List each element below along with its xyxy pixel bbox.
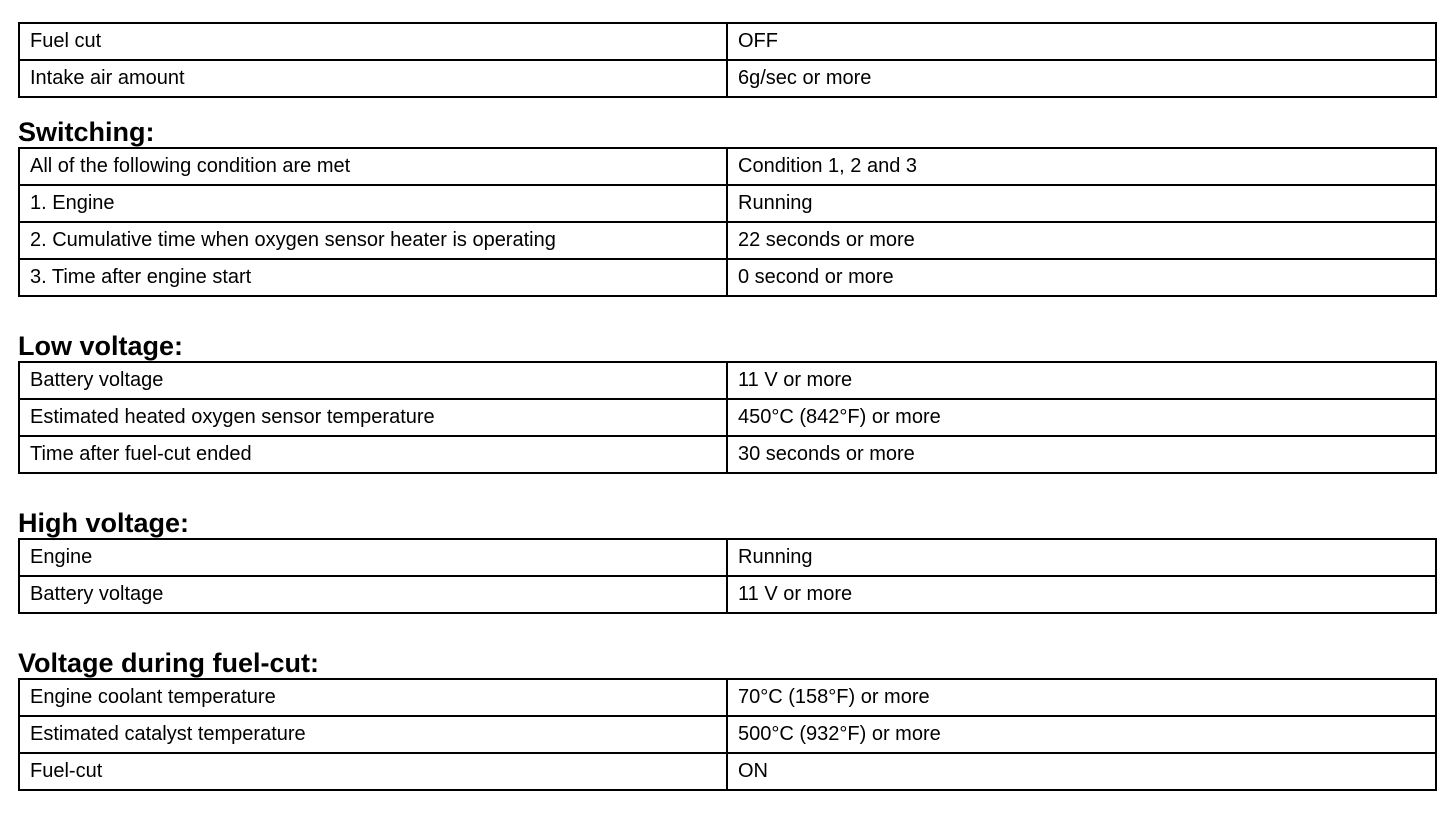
value-cell: Running [727,185,1436,222]
table-row [19,362,1436,399]
table-row [19,259,1436,296]
condition-cell: Battery voltage [19,362,727,399]
value-cell: 11 V or more [727,576,1436,613]
value-cell: 70°C (158°F) or more [727,679,1436,716]
condition-cell: Intake air amount [19,60,727,97]
condition-cell: Estimated catalyst temperature [19,716,727,753]
value-cell: 22 seconds or more [727,222,1436,259]
document-page [18,22,1435,791]
section-heading-high-voltage: High voltage: [18,508,190,538]
table-row [19,436,1436,473]
value-cell: 450°C (842°F) or more [727,399,1436,436]
table-row [19,753,1436,790]
value-cell: 30 seconds or more [727,436,1436,473]
table-row [19,399,1436,436]
condition-table-high-voltage [18,538,1437,614]
table-row [19,60,1436,97]
table-row [19,716,1436,753]
table-row [19,222,1436,259]
table-row [19,148,1436,185]
table-row [19,23,1436,60]
condition-cell: Estimated heated oxygen sensor temperature [19,399,727,436]
condition-cell: 1. Engine [19,185,727,222]
value-cell: 0 second or more [727,259,1436,296]
value-cell: 11 V or more [727,362,1436,399]
table-row [19,576,1436,613]
table-row [19,185,1436,222]
value-cell: ON [727,753,1436,790]
condition-cell: 3. Time after engine start [19,259,727,296]
condition-cell: Battery voltage [19,576,727,613]
section-heading-switching: Switching: [18,117,155,147]
condition-cell: Time after fuel-cut ended [19,436,727,473]
value-cell: 500°C (932°F) or more [727,716,1436,753]
condition-cell: 2. Cumulative time when oxygen sensor heater is operating [19,222,727,259]
condition-cell: Fuel cut [19,23,727,60]
condition-cell: Engine [19,539,727,576]
table-row [19,539,1436,576]
condition-cell: Engine coolant temperature [19,679,727,716]
section-heading-voltage-during-fuel-cut: Voltage during fuel-cut: [18,648,319,678]
table-row [19,679,1436,716]
condition-table-switching [18,147,1437,297]
section-heading-low-voltage: Low voltage: [18,331,184,361]
value-cell: Running [727,539,1436,576]
value-cell: OFF [727,23,1436,60]
condition-table-voltage-during-fuel-cut [18,678,1437,791]
condition-table-fuel-cut [18,22,1437,98]
condition-cell: All of the following condition are met [19,148,727,185]
condition-cell: Fuel-cut [19,753,727,790]
value-cell: Condition 1, 2 and 3 [727,148,1436,185]
value-cell: 6g/sec or more [727,60,1436,97]
condition-table-low-voltage [18,361,1437,474]
